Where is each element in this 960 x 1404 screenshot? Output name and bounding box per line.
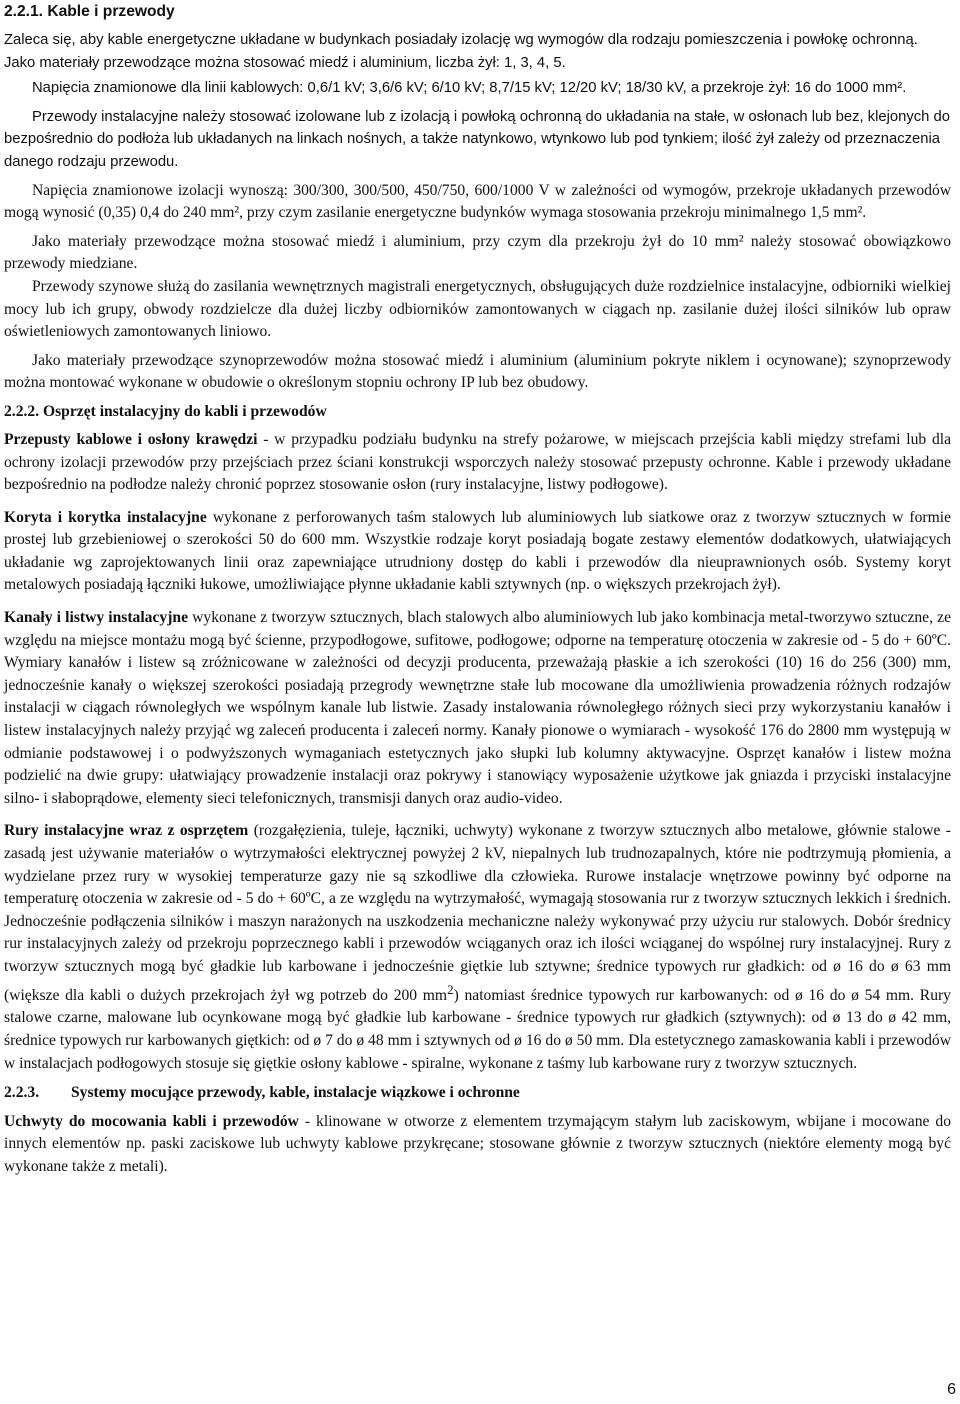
section-heading-222: 2.2.2. Osprzęt instalacyjny do kabli i przewodów	[4, 402, 327, 420]
paragraph-insulation-voltages: Napięcia znamionowe izolacji wynoszą: 300/300, 300/500, 450/750, 600/1000 V w zależności od wymogów, przekroje układanych przewodów mogą wynosić (0,35) 0,4 do 240 mm², przy czym zasilanie energetyczne budynków wymaga stosowania przekroju minimalnego 1,5 mm².	[4, 181, 951, 222]
term-cable-holders: Uchwyty do mocowania kabli i przewodów	[4, 1112, 299, 1130]
paragraph-rated-voltages-cable: Napięcia znamionowe dla linii kablowych: 0,6/1 kV; 3,6/6 kV; 6/10 kV; 8,7/15 kV; 12/20 kV; 18/30 kV, a przekroje żył: 16 do 1000 mm².	[32, 80, 907, 97]
term-conduits: Rury instalacyjne wraz z osprzętem	[4, 822, 249, 840]
paragraph-busbar-wires: Przewody szynowe służą do zasilania wewnętrznych magistrali energetycznych, obsługujących duże rozdzielnice instalacyjne, odbiorniki wielkiej mocy lub ich grupy, obwody rozdzielcze dla dużej liczby odbiorników zamontowanych w ciągach np. zasilanie dużej ilości silników lub opraw oświetleniowych zamontowanych liniowo.	[4, 277, 951, 341]
text-cable-holders: - klinowane w otworze z elementem trzymającym stałym lub zaciskowym, wbijane i mocowane do innych elementów np. paski zaciskowe lub uchwyty kablowe przykręcane; stosowane głównie z tworzyw sztucznych (niektóre elementy mogą być wykonane także z metali).	[4, 1112, 951, 1175]
text-cable-trays: wykonane z perforowanych taśm stalowych lub aluminiowych lub siatkowe oraz z tworzyw sztucznych w formie prostej lub grzebieniowej o szerokości 50 do 600 mm. Wszystkie rodzaje koryt posiadają bogate zestawy elementów dodatkowych, ułatwiających układanie wg zaprojektowanych linii oraz zapewniające utrudniony dostęp do kabli i przewodów dla nieuprawnionych osób. Systemy koryt metalowych posiadają łączniki łukowe, umożliwiające płynne układanie kabli sztywnych (np. o większych przekrojach żył).	[4, 508, 951, 594]
paragraph-installation-wires: Przewody instalacyjne należy stosować izolowane lub z izolacją i powłoką ochronną do układania na stałe, w osłonach lub bez, klejonych do bezpośrednio do podłoża lub układanych na linkach nośnych, a także natynkowo, wtynkowo lub pod tynkiem; ilość żył zależy od przeznaczenia danego rodzaju przewodu.	[4, 108, 950, 170]
section-heading-223	[4, 1082, 951, 1105]
paragraph-cable-ducts	[4, 607, 951, 810]
document-page	[4, 0, 951, 1179]
text-conduits-b: ) natomiast średnice typowych rur karbowanych: od ø 16 do ø 54 mm. Rury stalowe czarne, malowane lub ocynkowane mogą być gładkie lub karbowane - średnice typowych rur gładkich (sztywnych): od ø 13 do ø 42 mm, średnice typowych rur karbowanych giętkich: od ø 7 do ø 48 mm i sztywnych od ø 16 do ø 50 mm. Dla estetycznego zamaskowania kabli i przewodów w instalacjach podłogowych stosuje się giętkie osłony kablowe - spiralne, wykonane z taśmy lub karbowane rury z tworzyw sztucznych.	[4, 986, 951, 1072]
section-heading-221: 2.2.1. Kable i przewody	[4, 3, 175, 20]
page-number: 6	[947, 1381, 956, 1399]
superscript-two: 2	[447, 981, 454, 997]
paragraph-cable-glands	[4, 429, 951, 497]
section-title-223: Systemy mocujące przewody, kable, instalacje wiązkowe i ochronne	[71, 1084, 520, 1102]
paragraph-copper-requirement: Jako materiały przewodzące można stosować miedź i aluminium, przy czym dla przekroju żył do 10 mm² należy stosować obowiązkowo przewody miedziane.	[4, 232, 951, 273]
text-conduits-a: (rozgałęzienia, tuleje, łączniki, uchwyty) wykonane z tworzyw sztucznych albo metalowe, głównie stalowe - zasadą jest używanie materiałów o wytrzymałości elektrycznej powyżej 2 kV, niepalnych lub trudnozapalnych, które nie podtrzymują płomienia, a wydzielane przez rury w wysokiej temperaturze gazy nie są szkodliwe dla człowieka. Rurowe instalacje wnętrzowe powinny być odporne na temperaturę otoczenia w zakresie od - 5 do + 60ºC, a ze względu na wytrzymałość, wymagają stosowania rur z tworzyw sztucznych lekkich i średnich. Jednocześnie podłączenia silników i maszyn narażonych na uszkodzenia mechaniczne należy wykonywać przy użyciu rur stalowych. Dobór średnicy rur instalacyjnych zależy od przekroju poprzecznego kabli i przewodów wciąganych oraz ich ilości wciąganej do wspólnej rury instalacyjnej. Rury z tworzyw sztucznych mogą być gładkie lub karbowane i jednocześnie giętkie lub sztywne; średnice typowych rur gładkich: od ø 16 do ø 63 mm (większe dla kabli o dużych przekrojach żył wg potrzeb do 200 mm	[4, 822, 952, 1004]
section-number-223: 2.2.3.	[4, 1084, 40, 1102]
paragraph-conductor-materials: Jako materiały przewodzące można stosować miedź i aluminium, liczba żył: 1, 3, 4, 5.	[4, 54, 566, 71]
term-cable-ducts: Kanały i listwy instalacyjne	[4, 609, 188, 627]
paragraph-busbar-materials: Jako materiały przewodzące szynoprzewodów można stosować miedź i aluminium (aluminium pokryte niklem i ocynowane); szynoprzewody można montować wykonane w obudowie o określonym stopniu ochrony IP lub bez obudowy.	[4, 351, 951, 392]
paragraph-cable-insulation: Zaleca się, aby kable energetyczne układane w budynkach posiadały izolację wg wymogów dla rodzaju pomieszczenia i powłokę ochronną.	[4, 32, 918, 48]
text-cable-glands: - w przypadku podziału budynku na strefy pożarowe, w miejscach przejścia kabli między strefami lub dla ochrony izolacji przewodów przy przejściach przez ściani konstrukcji wsporczych należy stosować przepusty ochronne. Kable i przewody układane bezpośrednio na podłodze należy chronić poprzez stosowanie osłon (rury instalacyjne, listwy podłogowe).	[4, 430, 951, 494]
paragraph-cable-trays	[4, 507, 951, 597]
text-cable-ducts: wykonane z tworzyw sztucznych, blach stalowych albo aluminiowych lub jako kombinacja metal-tworzywo sztuczne, ze względu na miejsce montażu mogą być ścienne, przypodłogowe, sufitowe, podłogowe; odporne na temperaturę otoczenia w zakresie od - 5 do + 60ºC. Wymiary kanałów i listew są zróżnicowane w zależności od decyzji producenta, przeważają płaskie a ich szerokości (10) 16 do 256 (300) mm, jednocześnie kanały o większej szerokości posiadają przegrody wewnętrzne stałe lub mocowane dla umożliwienia prowadzenia różnych rodzajów instalacji w ciągach równoległych we wspólnym kanale lub listwie. Zasady instalowania równoległego różnych sieci przy wykorzystaniu kanałów i listew instalacyjnych należy przyjąć wg zaleceń producenta i zaleceń normy. Kanały pionowe o wymiarach - wysokość 176 do 2800 mm występują w odmianie podstawowej i o podwyższonych wymaganiach estetycznych jako słupki lub kolumny aktywacyjne. Osprzęt kanałów i listew można podzielić na dwie grupy: ułatwiający prowadzenie instalacji oraz pokrywy i stanowiący wyposażenie użytkowe jak gniazda i przyciski instalacyjne silno- i słaboprądowe, elementy sieci telefonicznych, transmisji danych oraz audio-video.	[4, 609, 951, 807]
paragraph-conduits	[4, 820, 951, 1075]
term-cable-glands: Przepusty kablowe i osłony krawędzi	[4, 430, 258, 448]
paragraph-cable-holders	[4, 1111, 951, 1179]
term-cable-trays: Koryta i korytka instalacyjne	[4, 508, 207, 526]
